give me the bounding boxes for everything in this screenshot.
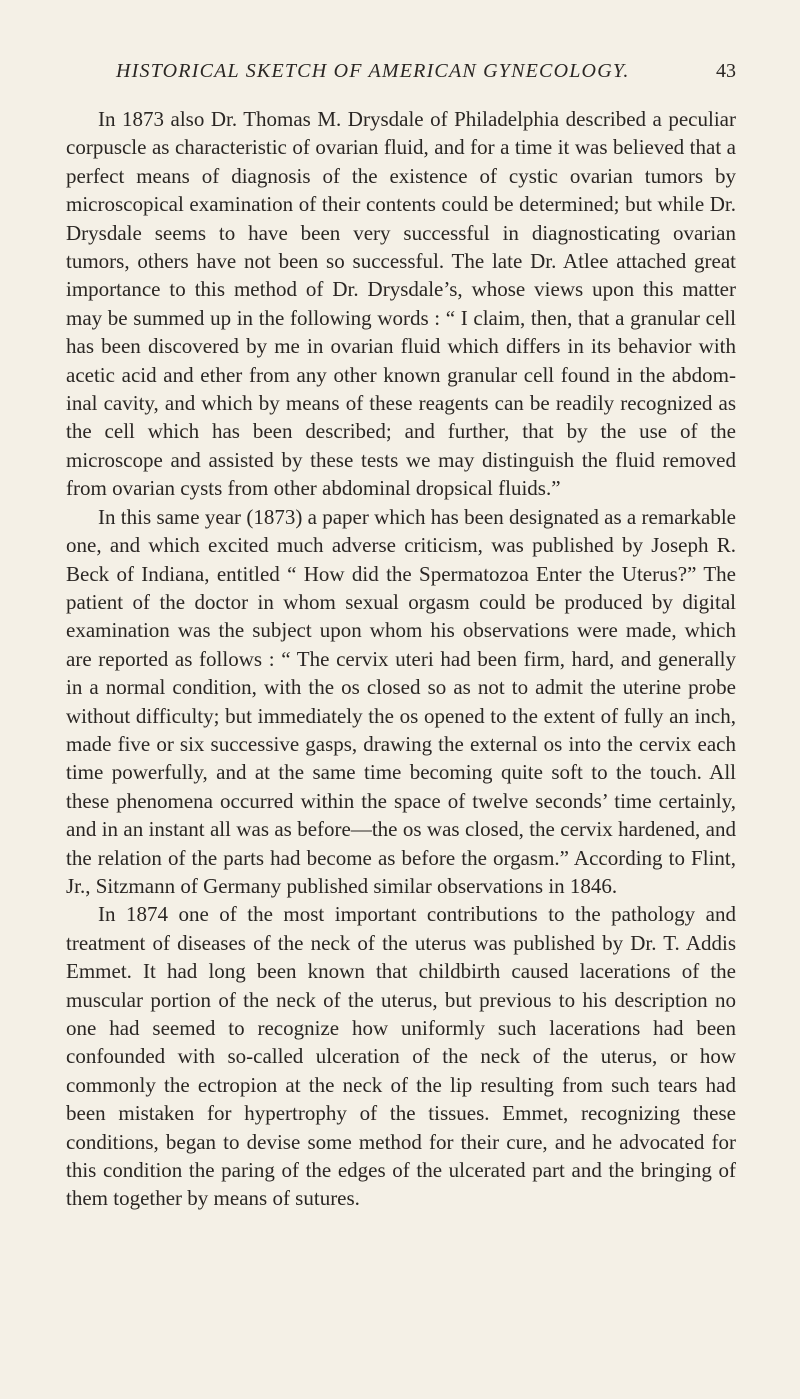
paragraph-beck: In this same year (1873) a paper which has been designated as a remarkable one, and which excited much adverse criticism, was published by Joseph R. Beck of Indiana, entitled “ How did the Spermatozoa Enter the Uterus?” The patient of the doctor in whom sexual orgasm could be produced by digital examination was the subject upon whom his observations were made, which are reported as follows : “ The cervix uteri had been firm, hard, and generally in a normal condition, with the os closed so as not to admit the uterine probe without difficulty; but immediately the os opened to the extent of fully an inch, made five or six successive gasps, drawing the external os into the cervix each time powerfully, and at the same time becoming quite soft to the touch. All these phenomena occurred within the space of twelve seconds’ time certainly, and in an instant all was as before—the os was closed, the cervix hardened, and the relation of the parts had become as before the orgasm.” According to Flint, Jr., Sitzmann of Germany published similar observations in 1846. (66, 504, 736, 898)
page-number: 43 (716, 60, 736, 82)
paragraph-emmet: In 1874 one of the most important contributions to the pathology and treatment of diseases of the neck of the uterus was published by Dr. T. Addis Emmet. It had long been known that childbirth caused lacerations of the muscular portion of the neck of the uterus, but previous to his description no one had seemed to recognize how uniformly such lacerations had been confounded with so-called ulceration of the neck of the uterus, or how commonly the ectropion at the neck of the lip resulting from such tears had been mistaken for hypertrophy of the tissues. Emmet, recognizing these conditions, began to devise some method for their cure, and he advocated for this condition the paring of the edges of the ulcerated part and the bringing of them together by means of sutures. (66, 902, 736, 1211)
paragraph-drysdale: In 1873 also Dr. Thomas M. Drysdale of Philadelphia described a peculiar corpuscle as characteristic of ovarian fluid, and for a time it was believed that a perfect means of diagnosis of the existence of cystic ovarian tumors by microscopical examination of their contents could be determined; but while Dr. Drysdale seems to have been very successful in diagnosticating ovarian tumors, others have not been so successful. The late Dr. Atlee attached great importance to this method of Dr. Drysdale’s, whose views upon this matter may be summed up in the following words : “ I claim, then, that a granular cell has been discovered by me in ovarian fluid which differs in its behavior with acetic acid and ether from any other known granular cell found in the abdominal cavity, and which by means of these reagents can be readily recognized as the cell which has been described; and further, that by the use of the microscope and assisted by these tests we may distinguish the fluid removed from ovarian cysts from other abdominal dropsical fluids.” (66, 107, 736, 501)
body-text (66, 105, 736, 1213)
page-header (66, 60, 736, 83)
running-head: HISTORICAL SKETCH OF AMERICAN GYNECOLOGY. (116, 60, 630, 82)
